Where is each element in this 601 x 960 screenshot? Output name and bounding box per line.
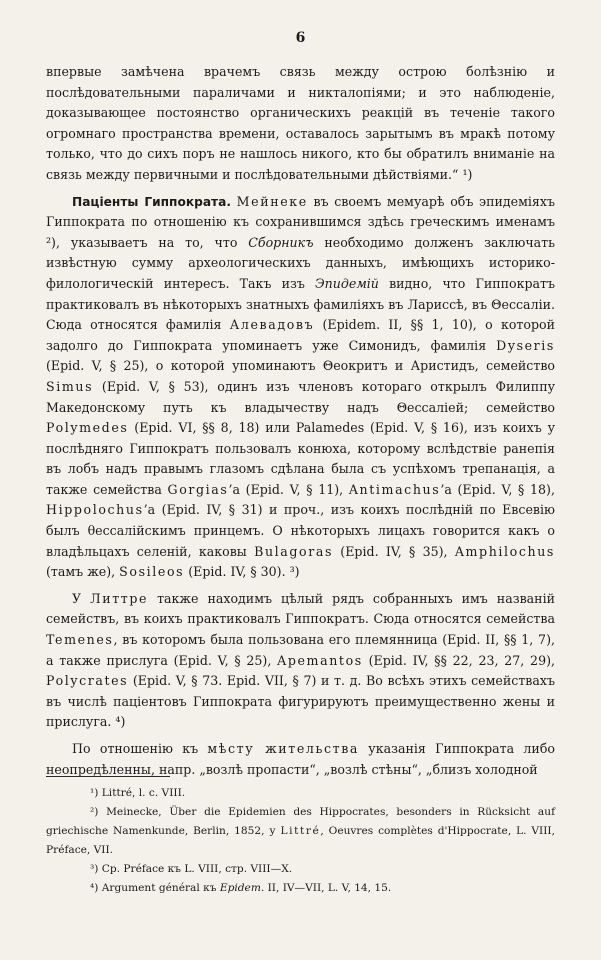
main-text	[46, 62, 555, 780]
family-name: Bulagoras	[254, 543, 334, 559]
family-name: Gorgias	[167, 481, 229, 497]
paragraph-residence: По отношенію къ мѣсту жительства указанія Гиппократа либо неопредѣленны, напр. „возлѣ пропасти“, „возлѣ стѣны“, „близъ холодной	[46, 741, 555, 777]
footnote-mark: ¹)	[90, 787, 99, 799]
paragraph-patients: Пацiенты Гиппократа. Мейнеке въ своемъ мемуарѣ объ эпидеміяхъ Гиппократа по отношенію къ сохранившимся здѣсь греческимъ именамъ ²), указываетъ на то, что Сборникъ необходимо долженъ заключать извѣстную сумму археологическихъ данныхъ, имѣющихъ историко-филологическій интересъ. Такъ изъ Эпидемій видно, что Гиппократъ практиковалъ въ нѣкоторыхъ знатныхъ фамиліяхъ въ Лариссѣ, въ Θессаліи. Сюда относятся фамилія Алевадовъ (Epidem. II, §§ 1, 10), о которой задолго до Гиппократа упоминаетъ уже Симонидъ, фамилія Dyseris (Epid. V, § 25), о которой упоминаютъ Θеокритъ и Аристидъ, семейство Simus (Epid. V, § 53), одинъ изъ членовъ котораго открылъ Филиппу Македонскому путь къ владычеству надъ Θессаліей; семейство Polymedes (Epid. VI, §§ 8, 18) или Palamedes (Epid. V, § 16), изъ коихъ у послѣдняго Гиппократъ пользовалъ конюха, которому вслѣдствіе ранепія въ лобъ надъ правымъ глазомъ сдѣлана была съ успѣхомъ трепанація, а также семейства Gorgias’а (Epid. V, § 11), Antimachus’а (Epid. V, § 18), Hippolochus’а (Epid. IV, § 31) и проч., изъ коихъ послѣдній по Евсевію былъ θессалійскимъ принцемъ. О нѣкоторыхъ лицахъ говорится какъ о владѣльцахъ селеній, каковы Bulagoras (Epid. IV, § 35), Amphilochus (тамъ же), Sosileos (Epid. IV, § 30). ³)	[46, 193, 555, 580]
footnote-mark: ²)	[90, 806, 99, 818]
family-name: Amphilochus	[454, 543, 555, 559]
footnote: ³) Ср. Préface къ L. VIII, стр. VIII—X.	[90, 863, 293, 875]
family-name: Simus	[46, 378, 94, 394]
spaced-phrase: мѣсту жительства	[207, 741, 359, 756]
author-name: Littré	[280, 825, 321, 837]
footnote-mark: ⁴)	[90, 882, 99, 894]
footnote: ²) Meinecke, Über die Epidemien des Hippocrates, besonders in Rücksicht auf griechische Namenkunde, Berlin, 1852, у Littré, Oeuvres complètes d'Hippocrate, L. VIII, Préface, VII.	[46, 806, 555, 856]
section-heading: Пацiенты Гиппократа.	[72, 194, 231, 209]
author-name: Литтре	[90, 590, 149, 606]
footnote: ¹) Littré, l. c. VIII.	[90, 787, 186, 799]
family-name: Antimachus	[348, 481, 441, 497]
page-number: 6	[295, 30, 306, 46]
paragraph-continuation: впервые замѣчена врачемъ связь между острою болѣзнію и послѣдовательными параличами и никталопіями; и это наблюденіе, доказывающее постоянство органическихъ реакцій въ теченіе такого огромнаго пространства времени, оставалось зарытымъ въ мракѣ потому только, что до сихъ поръ не нашлось никого, кто бы обратилъ вниманіе на связь между первичными и послѣдовательными дѣйствіями.“ ¹)	[46, 64, 555, 182]
family-name: Sosileos	[119, 564, 185, 580]
footnotes	[46, 784, 555, 898]
family-name: Temenes	[46, 632, 114, 648]
family-name: Алевадовъ	[229, 317, 315, 333]
work-title: Epidem.	[219, 882, 265, 894]
work-title: Сборникъ	[248, 234, 314, 250]
footnote-rule	[46, 776, 170, 777]
family-name: Dyseris	[496, 337, 555, 353]
family-name: Apemantos	[277, 652, 363, 668]
footnote: ⁴) Argument général къ Epidem. II, IV—VII, L. V, 14, 15.	[90, 882, 392, 894]
footnote-mark: ³)	[90, 863, 99, 875]
paragraph-littre: У Литтре также находимъ цѣлый рядъ собранныхъ имъ названій семействъ, въ коихъ практиковалъ Гиппократъ. Сюда относятся семейства Temenes, въ которомъ была пользована его племянница (Epid. II, §§ 1, 7), а также прислуга (Epid. V, § 25), Apemantos (Epid. IV, §§ 22, 23, 27, 29), Polycrates (Epid. V, § 73. Epid. VII, § 7) и т. д. Во всѣхъ этихъ семействахъ въ числѣ паціентовъ Гиппократа фигурируютъ преимущественно жены и прислуга. ⁴)	[46, 590, 556, 730]
work-title: Эпидемій	[315, 275, 379, 291]
family-name: Polycrates	[46, 673, 129, 689]
family-name: Polymedes	[46, 420, 129, 436]
family-name: Hippolochus	[46, 502, 144, 518]
author-name: Мейнеке	[236, 193, 308, 209]
